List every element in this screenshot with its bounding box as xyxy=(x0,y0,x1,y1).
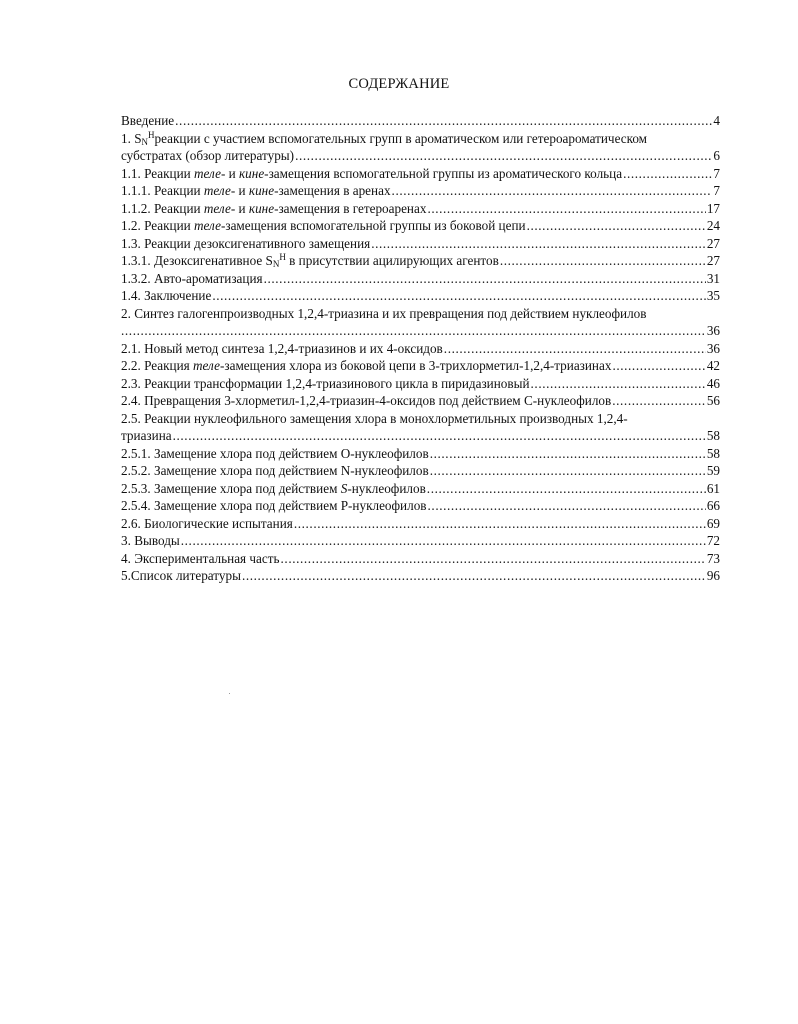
toc-entry xyxy=(121,375,720,393)
toc-entry-continuation xyxy=(121,322,720,340)
toc-entry-title xyxy=(121,375,530,393)
dot-leader xyxy=(281,550,706,568)
toc-page-number: 66 xyxy=(706,498,720,513)
toc-page-number: 96 xyxy=(706,568,720,583)
toc-entry xyxy=(121,497,720,515)
toc-page-number: 4 xyxy=(713,113,720,128)
dot-leader xyxy=(294,515,706,533)
toc-entry-title xyxy=(121,392,611,410)
toc-page-number: 69 xyxy=(706,515,720,531)
toc-entry xyxy=(121,112,720,130)
dot-leader xyxy=(623,165,712,183)
toc-entry xyxy=(121,567,720,585)
toc-entry-title xyxy=(121,270,263,288)
toc-entry-title xyxy=(121,217,526,235)
dot-leader xyxy=(444,340,706,358)
toc-title-part: теле- xyxy=(203,200,236,216)
dot-leader xyxy=(430,445,706,463)
toc-title-part: 2.5.4. Замещение хлора под действием Р-нуклеофилов xyxy=(121,498,427,513)
toc-title-part: 2.5. Реакции нуклеофильного замещения хлора в монохлорметильных производных 1,2,4- xyxy=(121,410,628,426)
toc-title-part: -нуклеофилов xyxy=(347,480,426,496)
toc-entry-title xyxy=(121,306,646,321)
toc-entry-title xyxy=(121,340,443,358)
toc-title-part: 5.Список литературы xyxy=(121,568,241,583)
toc-entry xyxy=(121,357,720,375)
toc-page-number: 31 xyxy=(706,270,720,286)
toc-entry-title xyxy=(121,357,611,375)
toc-entry xyxy=(121,235,720,253)
toc-entry xyxy=(121,217,720,235)
toc-title-part: 1.1.1. Реакции xyxy=(121,183,204,198)
toc-title-part: теле- xyxy=(193,165,226,181)
toc-entry-title xyxy=(121,497,427,515)
toc-entry-title xyxy=(121,411,628,426)
toc-page-number: 27 xyxy=(706,235,720,251)
toc-entry-title xyxy=(121,532,180,550)
toc-entry xyxy=(121,165,720,183)
toc-entry-title xyxy=(121,165,622,183)
dot-leader xyxy=(173,427,706,445)
toc-title-part: замещения в гетероаренах xyxy=(278,200,427,216)
toc-entry-title xyxy=(121,200,426,218)
toc-entry xyxy=(121,532,720,550)
toc-title-part: теле- xyxy=(203,183,236,198)
toc-page-number: 58 xyxy=(706,445,720,461)
dot-leader xyxy=(612,357,705,375)
dot-leader xyxy=(500,252,706,270)
toc-entry-title xyxy=(121,445,429,463)
table-of-contents xyxy=(121,112,720,585)
toc-entry-title xyxy=(121,252,499,270)
toc-entry xyxy=(121,270,720,288)
dot-leader xyxy=(295,147,712,165)
toc-title-part: 2.5.3. Замещение хлора под действием xyxy=(121,480,341,496)
toc-entry xyxy=(121,550,720,568)
dot-leader xyxy=(527,217,706,235)
dot-leader xyxy=(612,392,706,410)
dot-leader xyxy=(181,532,706,550)
toc-title-part: и xyxy=(225,165,240,181)
page-title: СОДЕРЖАНИЕ xyxy=(348,76,450,92)
toc-page-number: 7 xyxy=(713,165,720,181)
toc-title-part: Введение xyxy=(121,113,175,128)
toc-page-number: 27 xyxy=(706,253,720,268)
toc-title-part: теле- xyxy=(193,358,225,373)
toc-title-part: 1.3.1. Дезоксигенативное S xyxy=(121,253,273,268)
dot-leader xyxy=(427,480,706,498)
toc-entry-title xyxy=(121,235,370,253)
dot-leader xyxy=(242,567,706,585)
toc-title-part: H xyxy=(148,129,155,140)
toc-page-number: 56 xyxy=(706,393,720,408)
toc-page-number: 42 xyxy=(706,358,720,373)
toc-entry-title-line2: субстратах (обзор литературы) xyxy=(121,148,295,163)
dot-leader xyxy=(212,287,705,305)
toc-entry-title xyxy=(121,112,174,130)
toc-title-part: замещения в аренах xyxy=(278,183,391,198)
toc-title-part: реакции с участием вспомогательных групп в ароматическом или гетероароматическом xyxy=(154,130,648,146)
toc-entry-title xyxy=(121,182,391,200)
toc-title-part: 1.1.2. Реакции xyxy=(121,200,204,216)
toc-entry xyxy=(121,410,720,428)
toc-title-part: 4. Экспериментальная часть xyxy=(121,550,280,566)
dot-leader xyxy=(427,200,705,218)
toc-entry-title xyxy=(121,287,211,305)
dot-leader xyxy=(392,182,713,200)
toc-title-part: 2.4. Превращения 3-хлорметил-1,2,4-триазин-4-оксидов под действием С-нуклеофилов xyxy=(121,393,612,408)
toc-entry-title-line2: триазина xyxy=(121,428,172,443)
toc-page-number: 36 xyxy=(706,323,720,338)
toc-title-part: 2. Синтез галогенпроизводных 1,2,4-триазина и их превращения под действием нуклеофилов xyxy=(121,305,647,321)
toc-title-part: замещения вспомогательной группы из боковой цепи xyxy=(225,218,526,233)
toc-entry xyxy=(121,287,720,305)
toc-entry-continuation xyxy=(121,147,720,165)
toc-entry xyxy=(121,392,720,410)
toc-page-number: 59 xyxy=(706,463,720,478)
toc-entry xyxy=(121,462,720,480)
toc-entry-continuation xyxy=(121,427,720,445)
toc-page-number: 58 xyxy=(706,428,720,443)
toc-title-part: 2.1. Новый метод синтеза 1,2,4-триазинов и их 4-оксидов xyxy=(121,340,443,356)
toc-title-part: и xyxy=(235,200,249,216)
toc-page-number: 73 xyxy=(706,550,720,566)
dot-leader xyxy=(428,497,706,515)
toc-entry xyxy=(121,305,720,323)
toc-title-part: 2.5.2. Замещение хлора под действием N-нуклеофилов xyxy=(121,463,429,478)
dot-leader xyxy=(430,462,706,480)
dot-leader xyxy=(531,375,706,393)
toc-entry xyxy=(121,445,720,463)
dot-leader xyxy=(121,322,706,340)
dot-leader xyxy=(175,112,712,130)
toc-page-number: 61 xyxy=(706,480,720,496)
toc-page-number: 24 xyxy=(706,218,720,233)
toc-title-part: 1.1. Реакции xyxy=(121,165,194,181)
toc-title-part: и xyxy=(235,183,249,198)
toc-entry-title xyxy=(121,515,293,533)
dot-leader xyxy=(371,235,706,253)
toc-title-part: 1.2. Реакции xyxy=(121,218,194,233)
toc-title-part: замещения хлора из боковой цепи в 3-трихлорметил-1,2,4-триазинах xyxy=(224,358,612,373)
toc-entry xyxy=(121,515,720,533)
toc-title-part: 1. S xyxy=(121,130,142,146)
toc-title-part: кине- xyxy=(248,183,279,198)
toc-title-part: 2.2. Реакция xyxy=(121,358,193,373)
toc-title-part: H xyxy=(279,252,286,262)
toc-title-part: кине- xyxy=(239,165,269,181)
toc-entry xyxy=(121,252,720,270)
toc-page-number: 46 xyxy=(706,375,720,391)
toc-title-part: 2.3. Реакции трансформации 1,2,4-триазинового цикла в пиридазиновый xyxy=(121,375,530,391)
toc-entry-title xyxy=(121,131,647,146)
toc-title-part: 1.3. Реакции дезоксигенативного замещения xyxy=(121,235,371,251)
toc-page-number: 7 xyxy=(713,183,720,198)
toc-entry xyxy=(121,182,720,200)
toc-entry-title xyxy=(121,550,280,568)
toc-entry xyxy=(121,130,720,148)
toc-title-part: N xyxy=(141,136,149,147)
toc-title-part: в присутствии ацилирующих агентов xyxy=(285,253,499,268)
toc-page-number: 35 xyxy=(706,288,720,303)
scan-speck xyxy=(229,693,230,694)
toc-title-part: 2.6. Биологические испытания xyxy=(121,515,293,531)
toc-title-part: замещения вспомогательной группы из ароматического кольца xyxy=(268,165,623,181)
toc-page-number: 17 xyxy=(706,200,720,216)
dot-leader xyxy=(264,270,706,288)
toc-entry xyxy=(121,340,720,358)
toc-title-part: кине- xyxy=(248,200,279,216)
toc-entry xyxy=(121,200,720,218)
toc-title-part: N xyxy=(272,259,280,269)
toc-title-part: 2.5.1. Замещение хлора под действием О-нуклеофилов xyxy=(121,445,429,461)
toc-title-part: 1.3.2. Авто-ароматизация xyxy=(121,270,263,286)
toc-title-part: 3. Выводы xyxy=(121,533,180,548)
toc-entry-title xyxy=(121,462,429,480)
toc-title-part: S xyxy=(340,480,348,496)
toc-entry xyxy=(121,480,720,498)
toc-title-part: теле- xyxy=(193,218,226,233)
toc-entry-title xyxy=(121,480,426,498)
toc-entry-title xyxy=(121,567,241,585)
toc-page-number: 72 xyxy=(706,533,720,548)
toc-title-part: 1.4. Заключение xyxy=(121,288,212,303)
toc-page-number: 6 xyxy=(713,148,720,163)
toc-page-number: 36 xyxy=(706,340,720,356)
